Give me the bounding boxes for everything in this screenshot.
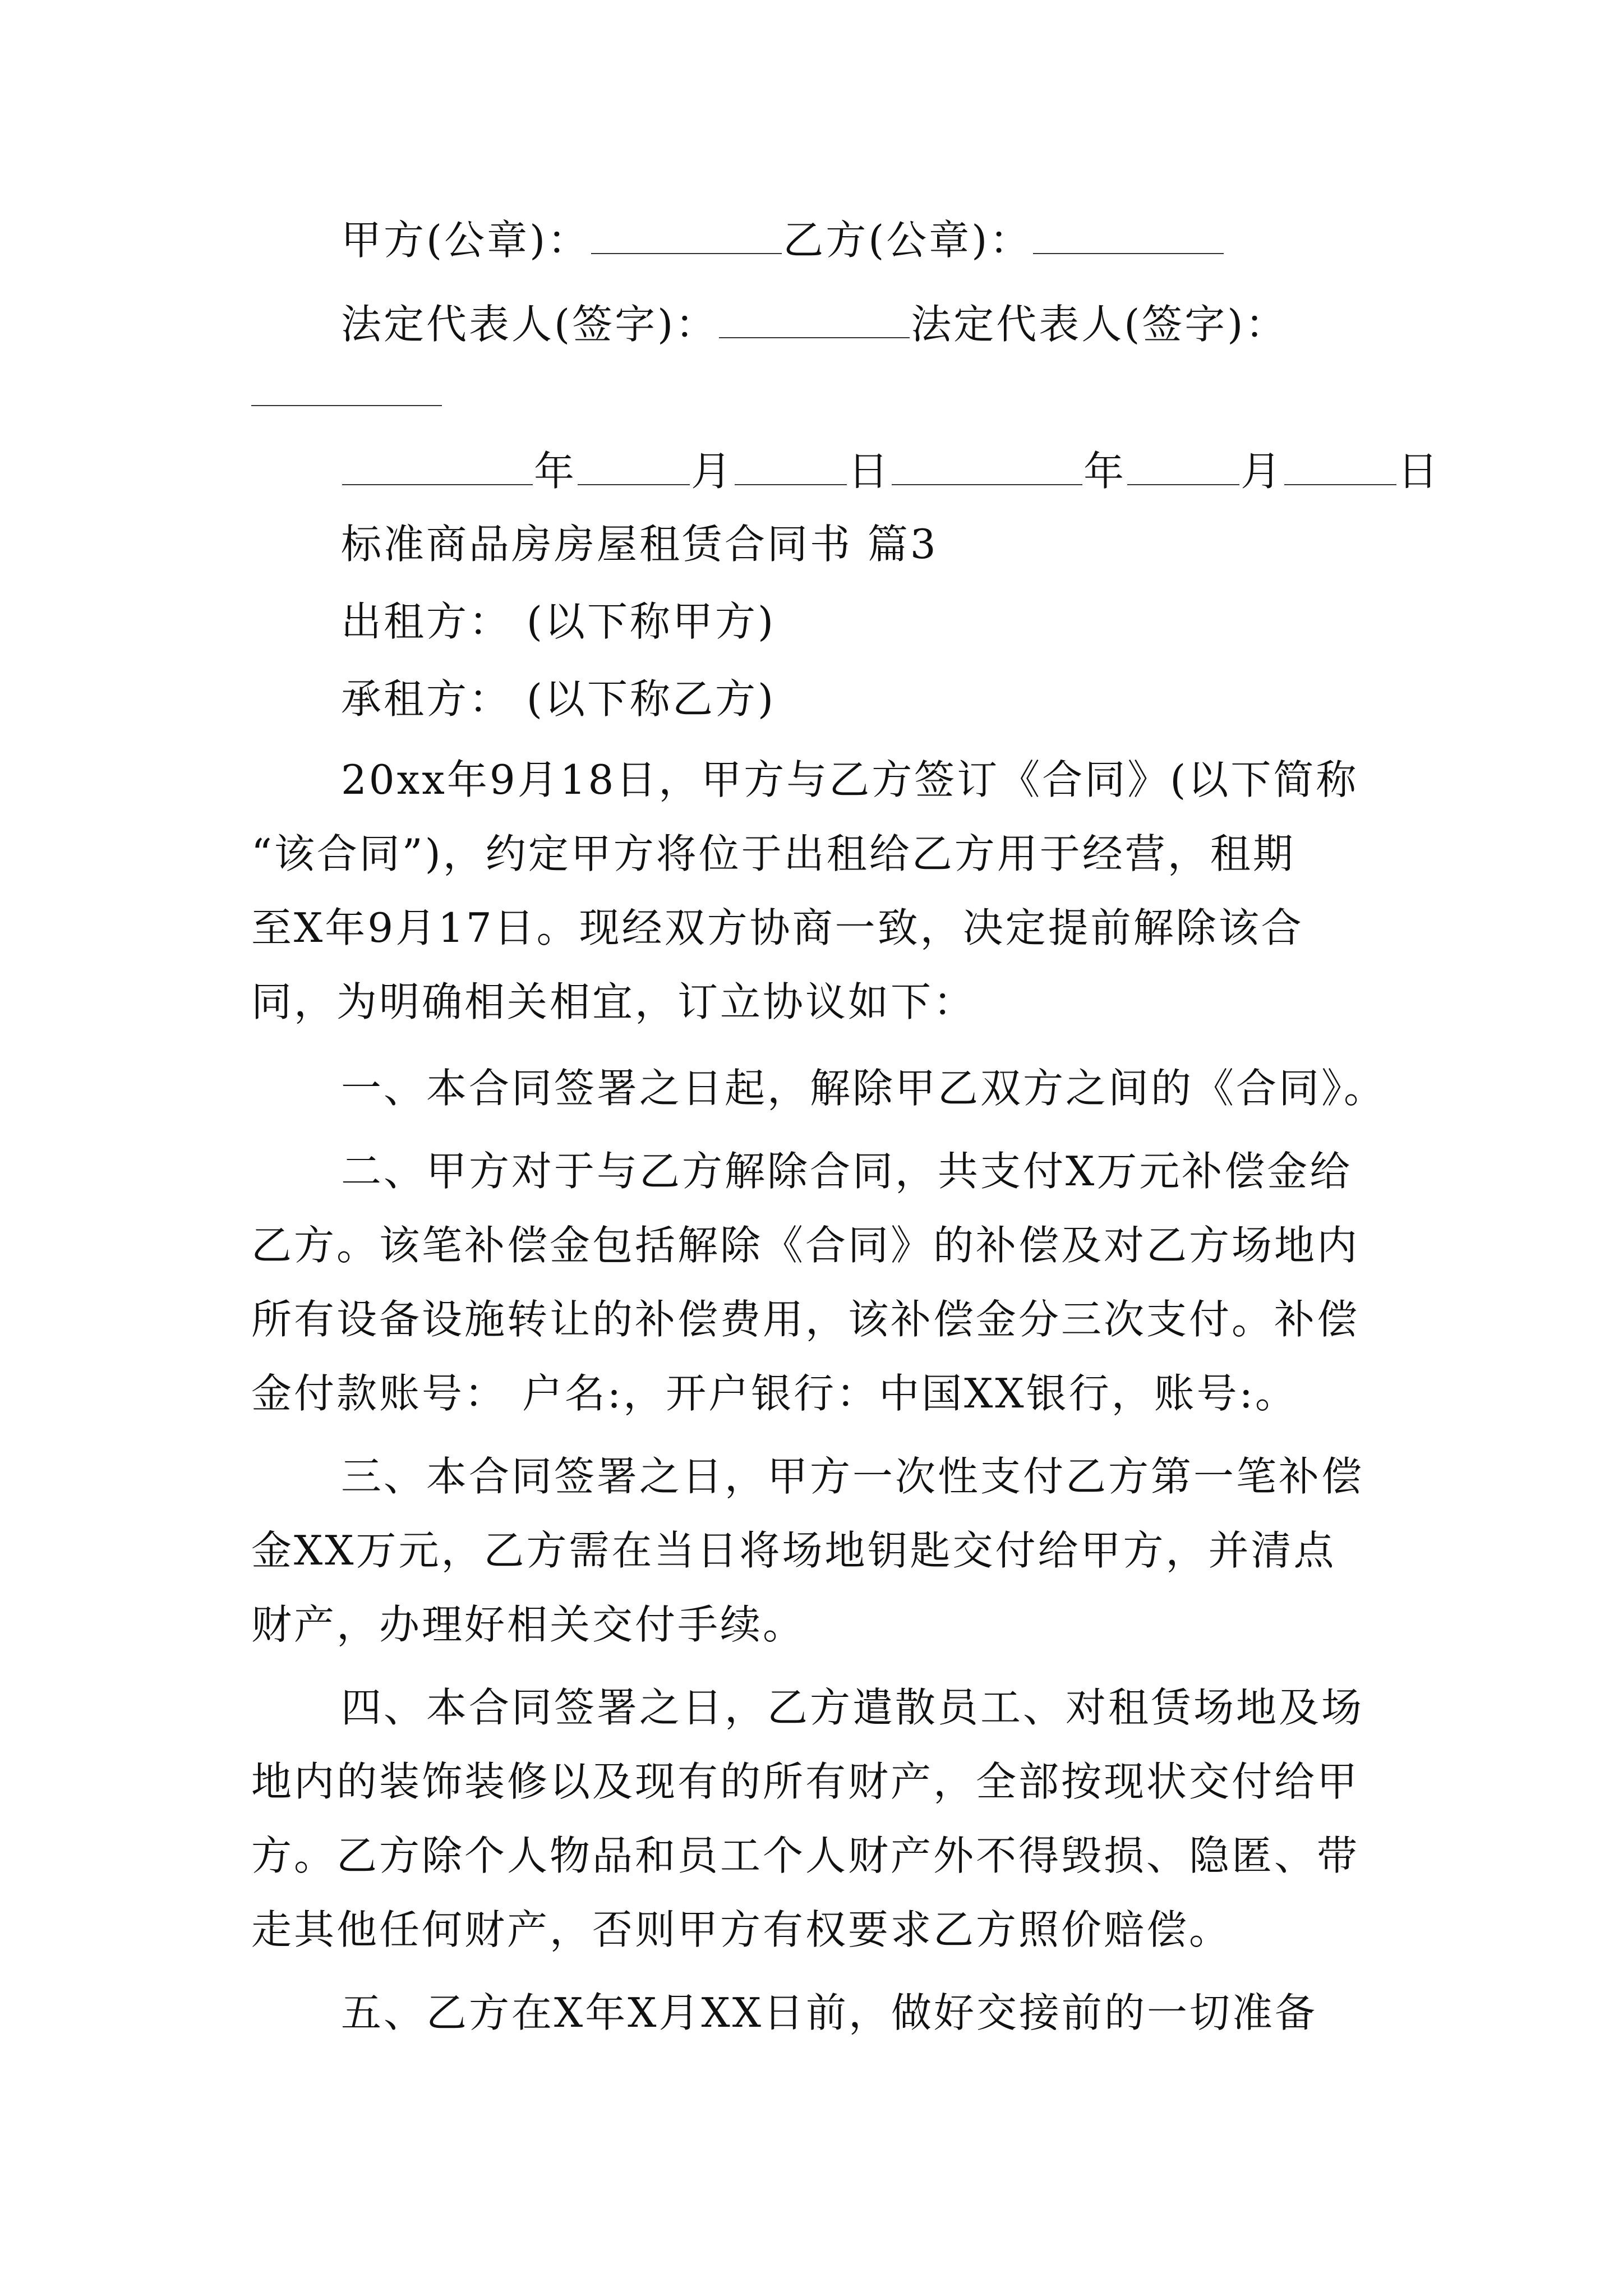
clause-2-line: 所有设备设施转让的补偿费用，该补偿金分三次支付。补偿 xyxy=(251,1296,1360,1343)
body-line: 同，为明确相关相宜，订立协议如下： xyxy=(251,978,976,1025)
clause-3-line: 金XX万元，乙方需在当日将场地钥匙交付给甲方，并清点 xyxy=(251,1527,1336,1574)
clause-4-line: 方。乙方除个人物品和员工个人财产外不得毁损、隐匿、带 xyxy=(251,1832,1360,1879)
party-a-seal-label: 甲方(公章)： xyxy=(341,217,591,264)
lessor-line: 出租方： (以下称甲方) xyxy=(341,598,776,645)
day-a-blank xyxy=(735,444,847,485)
day-b-blank xyxy=(1284,444,1396,485)
seal-line xyxy=(341,212,1474,268)
clause-5-line: 五、乙方在X年X月XX日前，做好交接前的一切准备 xyxy=(341,1989,1318,2036)
year-b-label: 年 xyxy=(1083,448,1127,495)
lessee-line: 承租方： (以下称乙方) xyxy=(341,675,776,723)
clause-3-line: 三、本合同签署之日，甲方一次性支付乙方第一笔补偿 xyxy=(341,1453,1364,1500)
month-a-blank xyxy=(578,444,690,485)
representative-line xyxy=(341,296,1474,352)
clause-4-line: 走其他任何财产，否则甲方有权要求乙方照价赔偿。 xyxy=(251,1906,1232,1953)
year-b-blank xyxy=(892,444,1082,485)
party-b-seal-label: 乙方(公章)： xyxy=(783,217,1032,264)
month-a-label: 月 xyxy=(691,448,734,495)
party-a-seal-blank xyxy=(591,213,782,254)
clause-1-line: 一、本合同签署之日起，解除甲乙双方之间的《合同》。 xyxy=(341,1065,1387,1112)
document-title: 标准商品房房屋租赁合同书 篇3 xyxy=(341,521,938,568)
month-b-blank xyxy=(1127,444,1239,485)
clause-2-line: 乙方。该笔补偿金包括解除《合同》的补偿及对乙方场地内 xyxy=(251,1222,1360,1269)
day-a-label: 日 xyxy=(848,448,891,495)
body-line: 20xx年9月18日，甲方与乙方签订《合同》(以下简称 xyxy=(341,756,1359,803)
rep-a-label: 法定代表人(签字)： xyxy=(341,301,718,348)
year-a-label: 年 xyxy=(534,448,577,495)
clause-2-line: 二、甲方对于与乙方解除合同，共支付X万元补偿金给 xyxy=(341,1148,1353,1195)
rep-b-label: 法定代表人(签字)： xyxy=(911,301,1288,348)
rep-a-blank xyxy=(719,297,910,338)
date-line xyxy=(341,443,1474,499)
body-line: “该合同”)，约定甲方将位于出租给乙方用于经营，租期 xyxy=(251,830,1295,877)
body-line: 至X年9月17日。现经双方协商一致，决定提前解除该合 xyxy=(251,904,1304,951)
day-b-label: 日 xyxy=(1398,448,1441,495)
party-b-seal-blank xyxy=(1033,213,1224,254)
year-a-blank xyxy=(342,444,533,485)
clause-3-line: 财产，办理好相关交付手续。 xyxy=(251,1601,806,1648)
clause-2-line: 金付款账号： 户名:，开户银行：中国XX银行，账号:。 xyxy=(251,1370,1298,1417)
month-b-label: 月 xyxy=(1241,448,1284,495)
clause-4-line: 地内的装饰装修以及现有的所有财产，全部按现状交付给甲 xyxy=(251,1758,1360,1805)
clause-4-line: 四、本合同签署之日，乙方遣散员工、对租赁场地及场 xyxy=(341,1684,1364,1731)
rep-b-blank xyxy=(251,405,442,406)
